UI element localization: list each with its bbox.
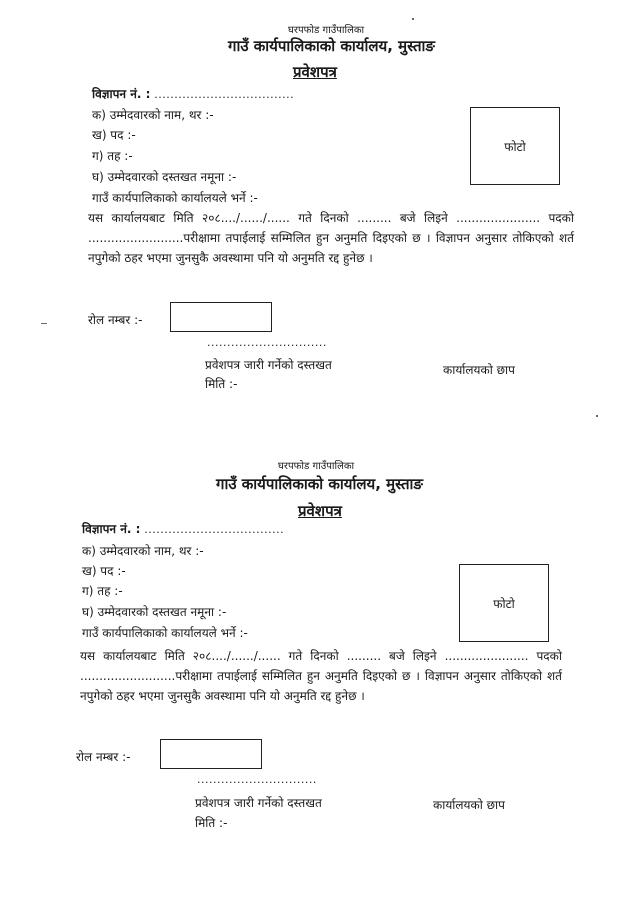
- office-name: गाउँ कार्यपालिकाको कार्यालय, मुस्ताङ: [228, 37, 435, 55]
- scan-speck: [412, 18, 414, 20]
- issue-date-label: मिति :-: [205, 377, 238, 391]
- post-label: ख) पद :-: [92, 128, 136, 142]
- admit-card-title: प्रवेशपत्र: [298, 502, 342, 520]
- permission-paragraph: यस कार्यालयबाट मिति २०८..../....../...... गते दिनको ......... बजे लिइने ...................... पदको .........................परीक्षामा तपाईलाई सम्मिलित हुन अनुमति दिइएको छ । विज्ञापन अनुसार तोकिएको शर्त नपुगेको ठहर भएमा जुनसुकै अवस्थामा पनि यो अनुमति रद्द हुनेछ ।: [80, 649, 562, 703]
- signature-sample-label: घ) उम्मेदवारको दस्तखत नमूना :-: [82, 605, 227, 619]
- roll-no-box: [170, 302, 272, 332]
- issuer-signature-line: ..............................: [197, 773, 317, 786]
- issuer-signature-label: प्रवेशपत्र जारी गर्नेको दस्तखत: [205, 358, 332, 372]
- roll-no-box: [160, 739, 262, 769]
- post-label: ख) पद :-: [82, 564, 126, 578]
- advertisement-no-blank: ...................................: [144, 523, 285, 536]
- advertisement-no-blank: ...................................: [154, 88, 295, 101]
- photo-box: [459, 564, 549, 642]
- candidate-name-label: क) उम्मेदवारको नाम, थर :-: [82, 544, 204, 558]
- candidate-name-label: क) उम्मेदवारको नाम, थर :-: [92, 108, 214, 122]
- issue-date-label: मिति :-: [195, 816, 228, 830]
- office-stamp-label: कार्यालयको छाप: [433, 798, 505, 812]
- advertisement-no-label: विज्ञापन नं. :: [82, 522, 141, 536]
- office-fill-label: गाउँ कार्यपालिकाको कार्यालयले भर्ने :-: [92, 191, 258, 205]
- office-stamp-label: कार्यालयको छाप: [443, 363, 515, 377]
- issuer-signature-line: ..............................: [207, 336, 327, 349]
- office-name: गाउँ कार्यपालिकाको कार्यालय, मुस्ताङ: [216, 475, 423, 493]
- photo-label: फोटो: [493, 596, 515, 611]
- permission-paragraph: यस कार्यालयबाट मिति २०८..../....../...... गते दिनको ......... बजे लिइने ...................... पदको .........................परीक्षामा तपाईलाई सम्मिलित हुन अनुमति दिइएको छ । विज्ञापन अनुसार तोकिएको शर्त नपुगेको ठहर भएमा जुनसुकै अवस्थामा पनि यो अनुमति रद्द हुनेछ ।: [88, 211, 574, 265]
- office-fill-label: गाउँ कार्यपालिकाको कार्यालयले भर्ने :-: [82, 626, 248, 640]
- issuer-signature-label: प्रवेशपत्र जारी गर्नेको दस्तखत: [195, 796, 322, 810]
- scan-speck: [596, 415, 598, 417]
- level-label: ग) तह :-: [82, 584, 123, 598]
- scan-speck: [41, 323, 47, 324]
- advertisement-no-label: विज्ञापन नं. :: [92, 87, 151, 101]
- municipality-name: घरपफोड गाउँपालिका: [278, 461, 355, 472]
- advertisement-no-row: [82, 520, 284, 537]
- roll-no-label: रोल नम्बर :-: [76, 750, 131, 764]
- photo-box: [470, 107, 560, 185]
- roll-no-label: रोल नम्बर :-: [88, 313, 143, 327]
- advertisement-no-row: [92, 85, 294, 102]
- municipality-name: घरपफोड गाउँपालिका: [288, 25, 365, 36]
- photo-label: फोटो: [504, 139, 526, 154]
- admit-card-title: प्रवेशपत्र: [293, 63, 337, 81]
- level-label: ग) तह :-: [92, 149, 133, 163]
- signature-sample-label: घ) उम्मेदवारको दस्तखत नमूना :-: [92, 170, 237, 184]
